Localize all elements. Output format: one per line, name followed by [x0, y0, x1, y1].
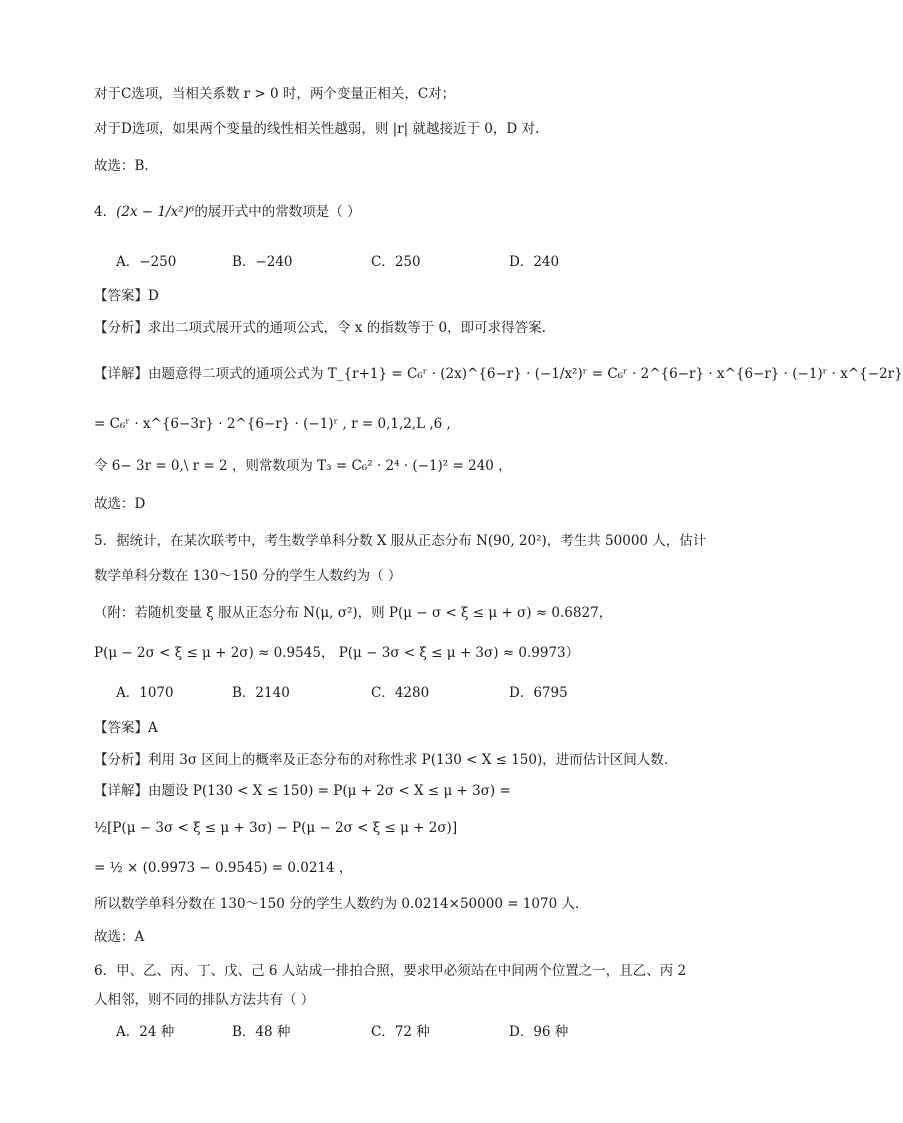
question-4-number: 4． [94, 204, 117, 220]
q4-option-b: B．−240 [232, 254, 293, 270]
q5-option-c: C．4280 [371, 685, 430, 701]
q4-answer: 【答案】D [94, 288, 159, 304]
text-line-choose-b: 故选：B. [94, 158, 149, 174]
q5-detail-line-2: ½[P(μ − 3σ < ξ ≤ μ + 3σ) − P(μ − 2σ < ξ ≤ μ + 2σ)] [94, 820, 458, 836]
q5-detail-line-3: = ½ × (0.9973 − 0.9545) = 0.0214 ， [94, 860, 353, 876]
question-5-note-line-1: （附：若随机变量 ξ 服从正态分布 N(μ, σ²)，则 P(μ − σ < ξ ≤ μ + σ) ≈ 0.6827， [94, 605, 613, 621]
q4-detail-line-2: = C₆ʳ · x^{6−3r} · 2^{6−r} · (−1)ʳ , r = 0,1,2,L ,6 , [94, 416, 451, 432]
q6-option-b: B．48 种 [232, 1024, 291, 1040]
q5-answer: 【答案】A [94, 720, 158, 736]
question-5-stem-line-1: 5．据统计，在某次联考中，考生数学单科分数 X 服从正态分布 N(90, 20²)，考生共 50000 人，估计 [94, 533, 707, 549]
question-5-stem-line-2: 数学单科分数在 130～150 分的学生人数约为（ ） [94, 568, 402, 584]
q5-option-b: B．2140 [232, 685, 290, 701]
q4-option-c: C．250 [371, 254, 421, 270]
question-5-note-line-2: P(μ − 2σ < ξ ≤ μ + 2σ) ≈ 0.9545， P(μ − 3σ < ξ ≤ μ + 3σ) ≈ 0.9973） [94, 645, 580, 661]
question-4-stem [94, 202, 361, 222]
q4-detail-line-1: 【详解】由题意得二项式的通项公式为 T_{r+1} = C₆ʳ · (2x)^{6−r} · (−1/x²)ʳ = C₆ʳ · 2^{6−r} · x^{6−r} · (−1)ʳ · x^{−2r} [94, 366, 903, 382]
question-6-stem-line-2: 人相邻，则不同的排队方法共有（ ） [94, 992, 315, 1008]
q5-option-d: D．6795 [509, 685, 568, 701]
q6-option-d: D．96 种 [509, 1024, 569, 1040]
q4-choose: 故选：D [94, 496, 146, 512]
q5-analysis: 【分析】利用 3σ 区间上的概率及正态分布的对称性求 P(130 < X ≤ 150)，进而估计区间人数. [94, 752, 669, 768]
q4-option-d: D．240 [509, 254, 560, 270]
q5-detail-line-4: 所以数学单科分数在 130～150 分的学生人数约为 0.0214×50000 = 1070 人. [94, 896, 580, 912]
text-line-d-option: 对于D选项，如果两个变量的线性相关性越弱，则 |r| 就越接近于 0，D 对. [94, 121, 540, 137]
question-4-expression: (2x − 1/x²)⁶ [116, 204, 195, 220]
q6-option-c: C．72 种 [371, 1024, 430, 1040]
q4-detail-line-3: 令 6− 3r = 0,\ r = 2 ，则常数项为 T₃ = C₆² · 2⁴ · (−1)² = 240 ， [94, 458, 512, 474]
question-6-stem-line-1: 6．甲、乙、丙、丁、戊、己 6 人站成一排拍合照，要求甲必须站在中间两个位置之一，且乙、丙 2 [94, 963, 687, 979]
q4-option-a: A．−250 [116, 254, 177, 270]
text-line-c-option: 对于C选项，当相关系数 r > 0 时，两个变量正相关，C对； [94, 86, 456, 102]
q5-option-a: A．1070 [116, 685, 174, 701]
q5-choose: 故选：A [94, 929, 145, 945]
q5-detail-line-1: 【详解】由题设 P(130 < X ≤ 150) = P(μ + 2σ < X ≤ μ + 3σ) = [94, 783, 511, 799]
q6-option-a: A．24 种 [116, 1024, 175, 1040]
question-4-stem-text: 的展开式中的常数项是（ ） [194, 204, 361, 220]
q4-analysis: 【分析】求出二项式展开式的通项公式，令 x 的指数等于 0，即可求得答案. [94, 320, 546, 336]
